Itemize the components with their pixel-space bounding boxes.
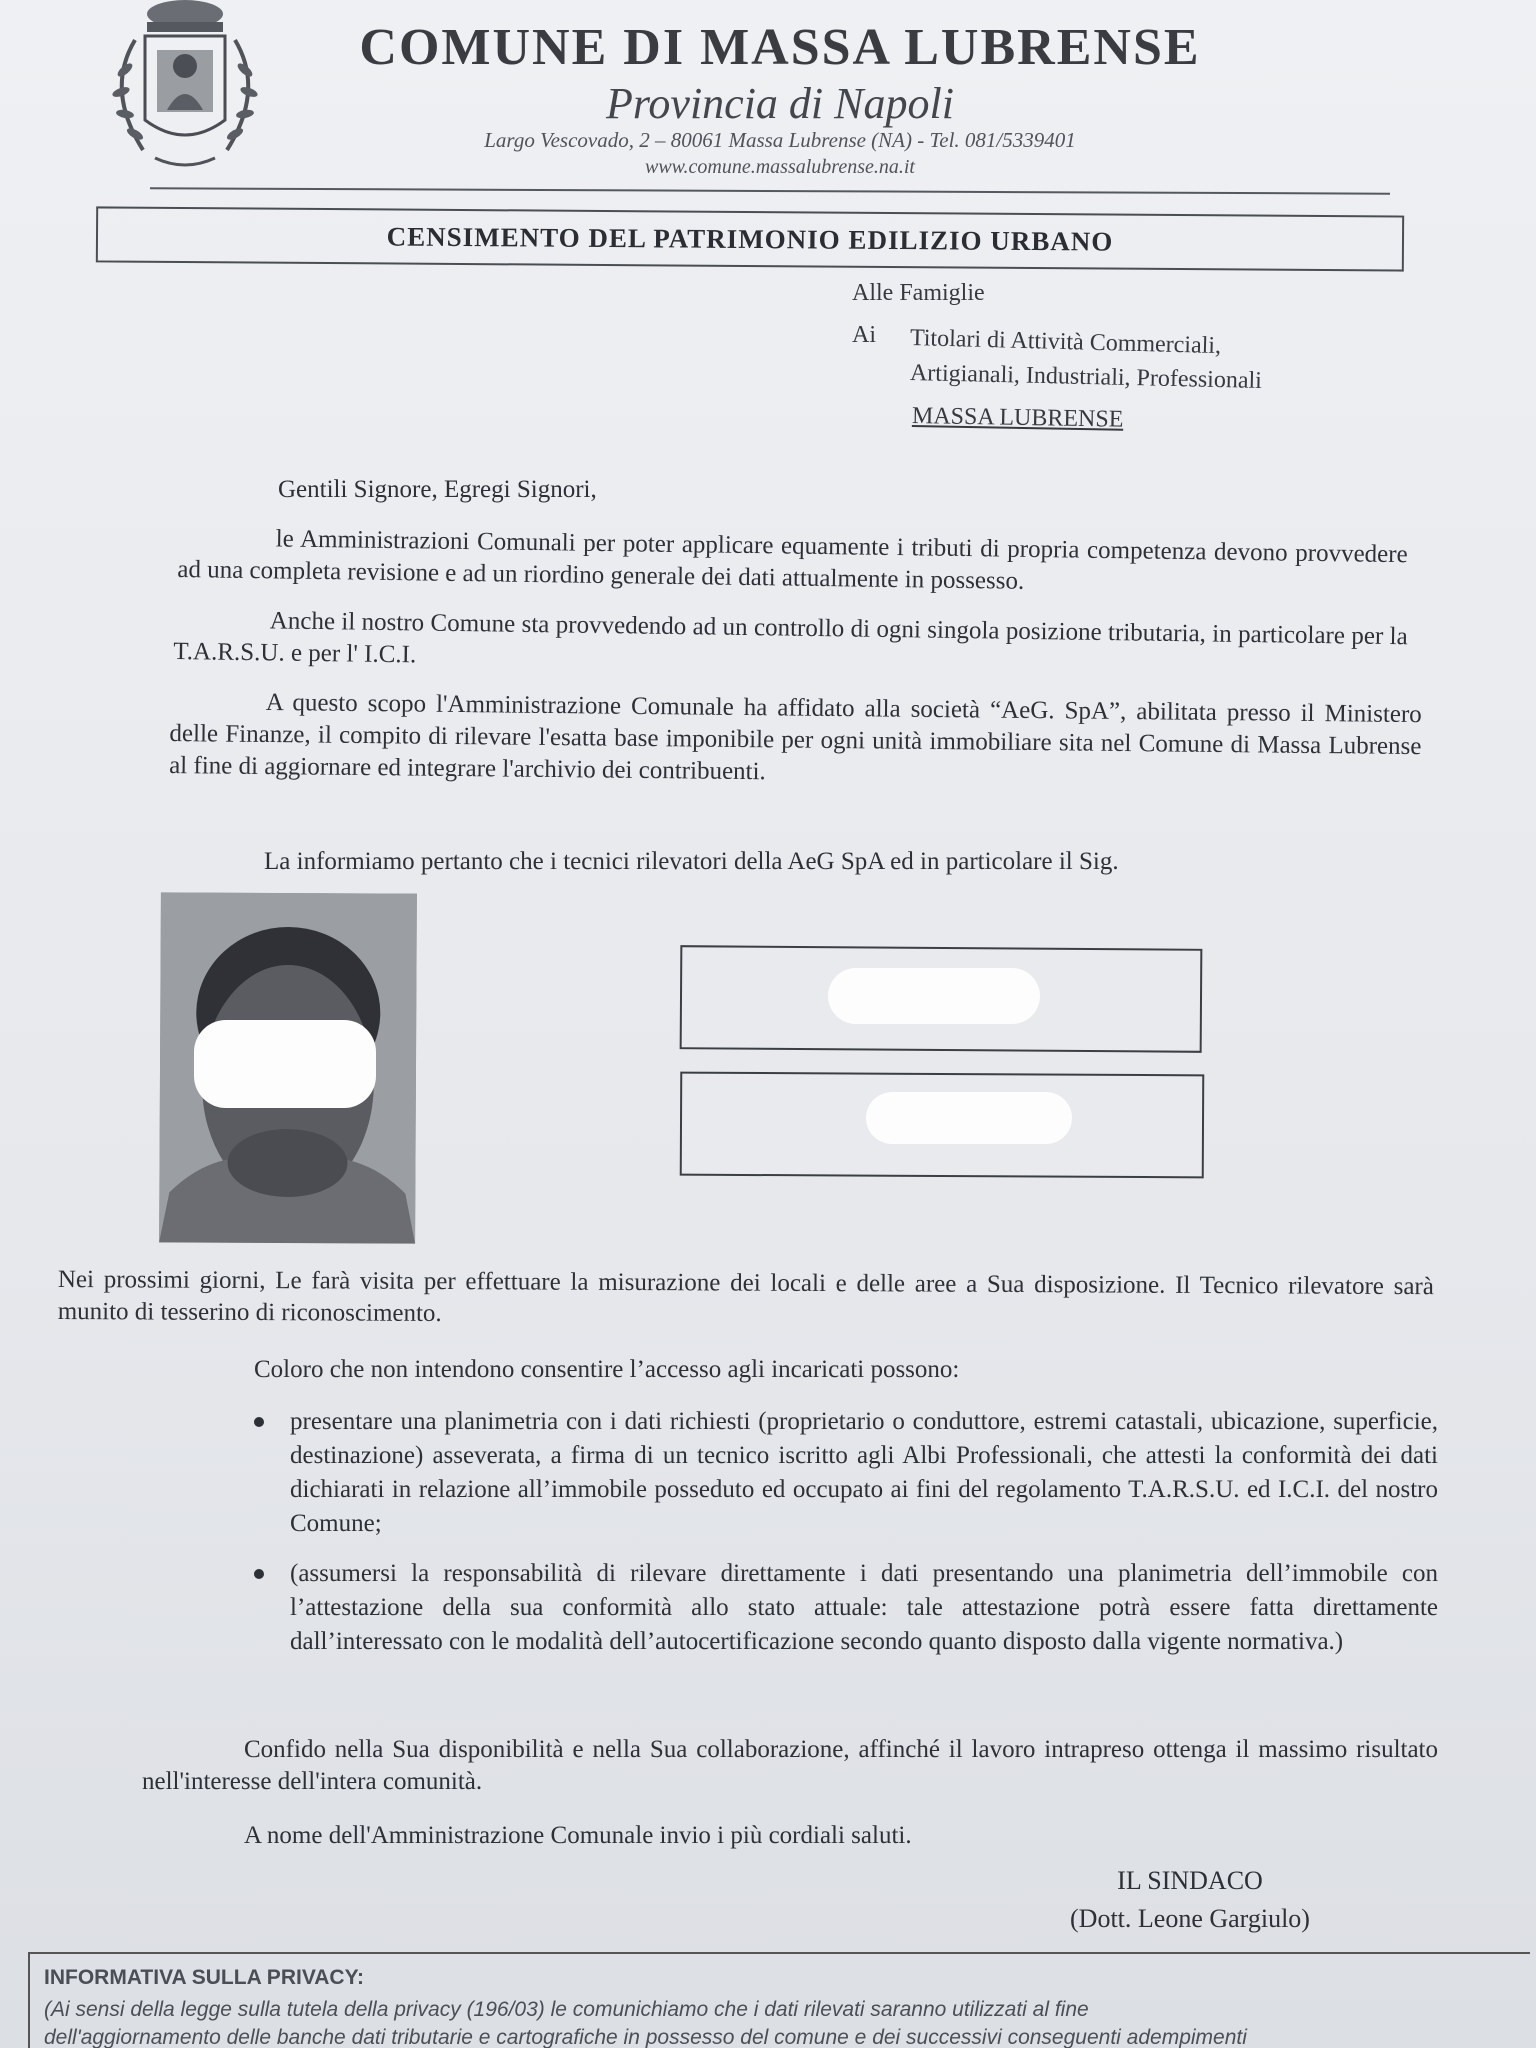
privacy-line: (Ai sensi della legge sulla tutela della privacy (196/03) le comunichiamo che i dati rilevati saranno utilizzati al fine [44, 1998, 1089, 2021]
list-item: presentare una planimetria con i dati richiesti (proprietario o conduttore, estremi catastali, ubicazione, superficie, destinazione) asseverata, a firma di un tecnico iscritto agli Albi Professionali, che attesti la conformità dei dati dichiarati in relazione all’immobile posseduto ed occupato ai fini del regolamento T.A.R.S.U. ed I.C.I. del nostro Comune; [254, 1405, 1438, 1541]
list-item: (assumersi la responsabilità di rilevare direttamente i dati presentando una planimetria dell’immobile con l’attestazione della sua conformità allo stato attuale: tale attestazione potrà essere fatta direttamente dall’interessato con le modalità dell’autocertificazione secondo quanto disposto dalla vigente normativa.) [254, 1557, 1438, 1659]
paragraph-tax-control: Anche il nostro Comune sta provvedendo ad un controllo di ogni singola posizione tributaria, in particolare per la T.A.R.S.U. e per l' I.C.I. [173, 607, 1408, 669]
recipient-holders: Titolari di Attività Commerciali, [909, 325, 1222, 360]
privacy-line: dell'aggiornamento delle banche dati tributarie e cartografiche in possesso del comune e dei successivi conseguenti adempimenti [44, 2026, 1247, 2048]
options-list [254, 1405, 1438, 1659]
paragraph-greetings: A nome dell'Amministrazione Comunale invio i più cordiali saluti. [244, 1822, 912, 1849]
bullet-icon [254, 1569, 264, 1579]
municipal-crest-icon [95, 0, 265, 178]
signature-role: IL SINDACO [1117, 1866, 1263, 1895]
recipient-place: MASSA LUBRENSE [911, 403, 1124, 433]
salutation: Gentili Signore, Egregi Signori, [278, 476, 597, 503]
municipality-address: Largo Vescovado, 2 – 80061 Massa Lubrense (NA) - Tel. 081/5339401 [484, 128, 1076, 152]
recipient-categories: Artigianali, Industriali, Professionali [909, 360, 1263, 394]
signature-name: (Dott. Leone Gargiulo) [1070, 1904, 1310, 1933]
paragraph-collaboration: Confido nella Sua disponibilità e nella Sua collaborazione, affinché il lavoro intrapreso ottenga il massimo risultato nell'interesse dell'intera comunità. [142, 1736, 1438, 1795]
privacy-text [44, 1996, 1534, 2048]
privacy-heading: INFORMATIVA SULLA PRIVACY: [44, 1966, 365, 1989]
face-redaction [194, 1020, 376, 1108]
paragraph-access: Coloro che non intendono consentire l’accesso agli incaricati possono: [254, 1356, 960, 1383]
bullet-icon [254, 1417, 264, 1427]
paragraph-technicians: La informiamo pertanto che i tecnici rilevatori della AeG SpA ed in particolare il Sig. [264, 848, 1119, 875]
province-subtitle: Provincia di Napoli [606, 79, 954, 128]
municipality-website: www.comune.massalubrense.na.it [645, 156, 915, 178]
document-banner: CENSIMENTO DEL PATRIMONIO EDILIZIO URBANO [96, 206, 1404, 271]
header-divider [150, 187, 1390, 194]
municipality-title: COMUNE DI MASSA LUBRENSE [359, 19, 1201, 76]
paragraph-revision: le Amministrazioni Comunali per poter applicare equamente i tributi di propria competenza devono provvedere ad una completa revisione e ad un riordino generale dei dati attualmente in possesso. [177, 525, 1408, 595]
paragraph-visit: Nei prossimi giorni, Le farà visita per effettuare la misurazione dei locali e delle aree a Sua disposizione. Il Tecnico rilevatore sarà munito di tesserino di riconoscimento. [57, 1266, 1434, 1328]
name-redaction [828, 968, 1040, 1024]
recipient-prefix: Ai [852, 322, 876, 348]
recipient-families: Alle Famiglie [852, 280, 985, 306]
paragraph-aeg-assignment: A questo scopo l'Amministrazione Comunale ha affidato alla società “AeG. SpA”, abilitata presso il Ministero delle Finanze, il compito di rilevare l'esatta base imponibile per ogni unità immobiliare sita nel Comune di Massa Lubrense al fine di aggiornare ed integrare l'archivio dei contribuenti. [169, 689, 1422, 786]
id-redaction [866, 1092, 1072, 1144]
